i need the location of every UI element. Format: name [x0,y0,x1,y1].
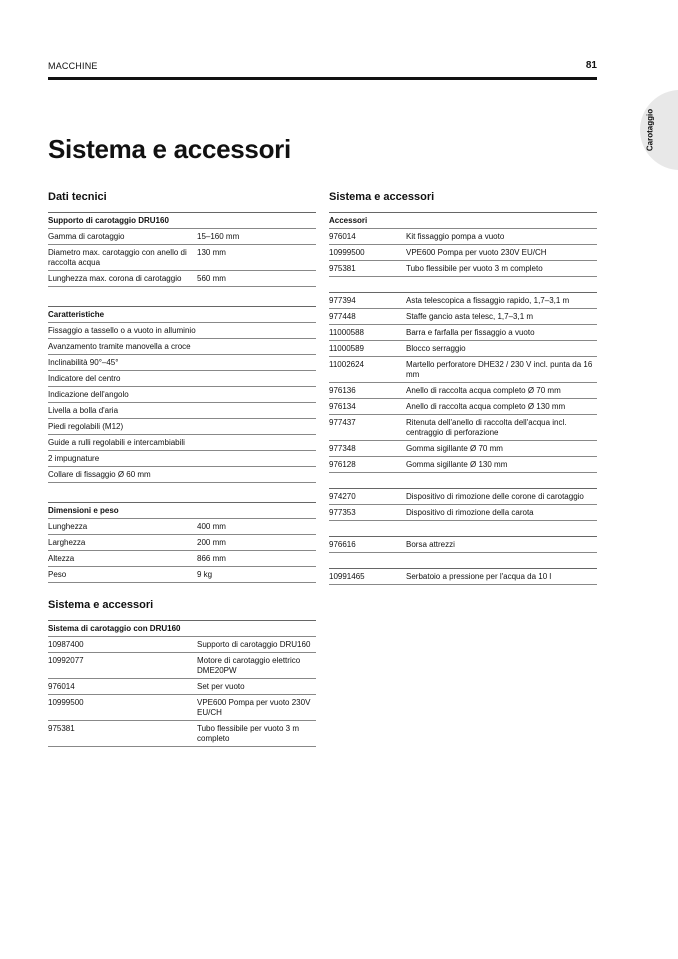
section-label: MACCHINE [48,61,98,71]
table-row [48,551,316,567]
cell-value: Anello di raccolta acqua completo Ø 70 mm [406,386,561,395]
table-row [329,357,597,383]
right-column [329,190,597,600]
cell-value: 9 kg [197,570,213,579]
cell-key: 11000589 [329,344,364,353]
table-row [48,535,316,551]
cell-key: 10987400 [48,640,84,649]
cell-key: Gamma di carotaggio [48,232,125,241]
table-title: Accessori [329,216,368,225]
table-row [329,245,597,261]
cell-key: Peso [48,570,67,579]
cell-value: Gomma sigillante Ø 70 mm [406,444,503,453]
cell-key: 976134 [329,402,356,411]
table-row [329,261,597,277]
table-title: Supporto di carotaggio DRU160 [48,216,169,225]
table-row [329,383,597,399]
table-row [329,537,597,553]
cell-value: Set per vuoto [197,682,245,691]
table-row [48,387,316,403]
table-row [329,569,597,585]
table-row [329,489,597,505]
chapter-tab [640,90,678,170]
cell-value: Indicatore del centro [48,374,121,383]
cell-value: Dispositivo di rimozione della carota [406,508,534,517]
table-row [329,505,597,521]
cell-key: 11002624 [329,360,364,369]
table-row [48,419,316,435]
cell-key: Diametro max. carotaggio con anello di raccolta acqua [48,248,187,267]
cell-value: 200 mm [197,538,226,547]
accessories-group [329,212,597,277]
cell-key: 976616 [329,540,356,549]
cell-value: Avanzamento tramite manovella a croce [48,342,191,351]
cell-value: 400 mm [197,522,226,531]
cell-value: Guide a rulli regolabili e intercambiabili [48,438,185,447]
cell-value: VPE600 Pompa per vuoto 230V EU/CH [197,698,311,717]
cell-value: Livella a bolla d'aria [48,406,119,415]
table-header [48,621,316,637]
table-row [48,653,316,679]
cell-value: Martello perforatore DHE32 / 230 V incl. punta da 16 mm [406,360,593,379]
cell-key: 10999500 [329,248,365,257]
cell-value: VPE600 Pompa per vuoto 230V EU/CH [406,248,547,257]
cell-value: Serbatoio a pressione per l'acqua da 10 l [406,572,552,581]
cell-key: 977394 [329,296,356,305]
cell-key: 977348 [329,444,356,453]
table-row [48,467,316,483]
cell-value: Ritenuta dell'anello di raccolta dell'acqua incl. centraggio di perforazione [406,418,567,437]
table-row [329,457,597,473]
cell-key: 977448 [329,312,356,321]
table-row [48,229,316,245]
table-header [48,307,316,323]
cell-value: Tubo flessibile per vuoto 3 m completo [197,724,299,743]
cell-value: Gomma sigillante Ø 130 mm [406,460,508,469]
table-row [48,323,316,339]
table-row [329,229,597,245]
table-row [329,399,597,415]
cell-key: Larghezza [48,538,86,547]
table-title: Sistema di carotaggio con DRU160 [48,624,181,633]
table-row [329,415,597,441]
system-table [48,620,316,747]
cell-key: Lunghezza [48,522,88,531]
table-row [48,451,316,467]
cell-key: Altezza [48,554,75,563]
cell-key: 11000588 [329,328,364,337]
cell-value: 15–160 mm [197,232,240,241]
cell-value: Supporto di carotaggio DRU160 [197,640,311,649]
table-row [48,567,316,583]
table-header [48,503,316,519]
cell-value: Kit fissaggio pompa a vuoto [406,232,505,241]
cell-value: 560 mm [197,274,226,283]
table-row [48,695,316,721]
dimensions-table [48,502,316,583]
accessories-group [329,568,597,585]
cell-value: Borsa attrezzi [406,540,455,549]
table-row [48,679,316,695]
cell-key: 10991465 [329,572,365,581]
cell-key: Lunghezza max. corona di carotaggio [48,274,182,283]
accessories-group [329,536,597,553]
table-row [48,371,316,387]
cell-value: Asta telescopica a fissaggio rapido, 1,7–3,1 m [406,296,570,305]
table-row [329,441,597,457]
left-column [48,190,316,762]
cell-key: 977353 [329,508,356,517]
cell-value: Tubo flessibile per vuoto 3 m completo [406,264,543,273]
cell-key: 975381 [48,724,75,733]
table-row [329,309,597,325]
table-row [48,721,316,747]
accessories-group [329,292,597,473]
cell-value: Motore di carotaggio elettrico DME20PW [197,656,301,675]
table-row [48,403,316,419]
table-row [48,637,316,653]
cell-value: Inclinabilità 90°–45° [48,358,119,367]
cell-value: 2 impugnature [48,454,100,463]
section-heading: Sistema e accessori [329,191,435,203]
header-rule [48,77,597,80]
cell-value: 866 mm [197,554,226,563]
page-title: Sistema e accessori [48,134,291,164]
section-heading: Dati tecnici [48,191,107,203]
chapter-tab-label: Carotaggio [645,108,655,152]
cell-key: 10999500 [48,698,84,707]
cell-value: Piedi regolabili (M12) [48,422,124,431]
cell-key: 976136 [329,386,356,395]
page-number: 81 [585,60,597,71]
cell-value: Collare di fissaggio Ø 60 mm [48,470,151,479]
cell-value: Blocco serraggio [406,344,466,353]
cell-value: 130 mm [197,248,226,257]
accessories-group [329,488,597,521]
cell-key: 976014 [48,682,75,691]
cell-key: 976014 [329,232,356,241]
table-row [48,355,316,371]
cell-value: Staffe gancio asta telesc, 1,7–3,1 m [406,312,534,321]
table-title: Caratteristiche [48,310,105,319]
cell-value: Fissaggio a tassello o a vuoto in alluminio [48,326,196,335]
table-row [48,435,316,451]
table-header [48,213,316,229]
table-row [48,519,316,535]
cell-key: 977437 [329,418,356,427]
table-row [329,325,597,341]
cell-key: 975381 [329,264,356,273]
features-table [48,306,316,483]
table-header [329,213,597,229]
support-table [48,212,316,287]
table-row [329,293,597,309]
cell-value: Dispositivo di rimozione delle corone di carotaggio [406,492,584,501]
cell-value: Anello di raccolta acqua completo Ø 130 mm [406,402,566,411]
table-row [48,245,316,271]
table-row [48,339,316,355]
cell-key: 10992077 [48,656,84,665]
table-row [48,271,316,287]
section-heading: Sistema e accessori [48,599,154,611]
table-title: Dimensioni e peso [48,506,119,515]
cell-value: Indicazione dell'angolo [48,390,129,399]
cell-key: 976128 [329,460,356,469]
cell-key: 974270 [329,492,356,501]
table-row [329,341,597,357]
cell-value: Barra e farfalla per fissaggio a vuoto [406,328,535,337]
